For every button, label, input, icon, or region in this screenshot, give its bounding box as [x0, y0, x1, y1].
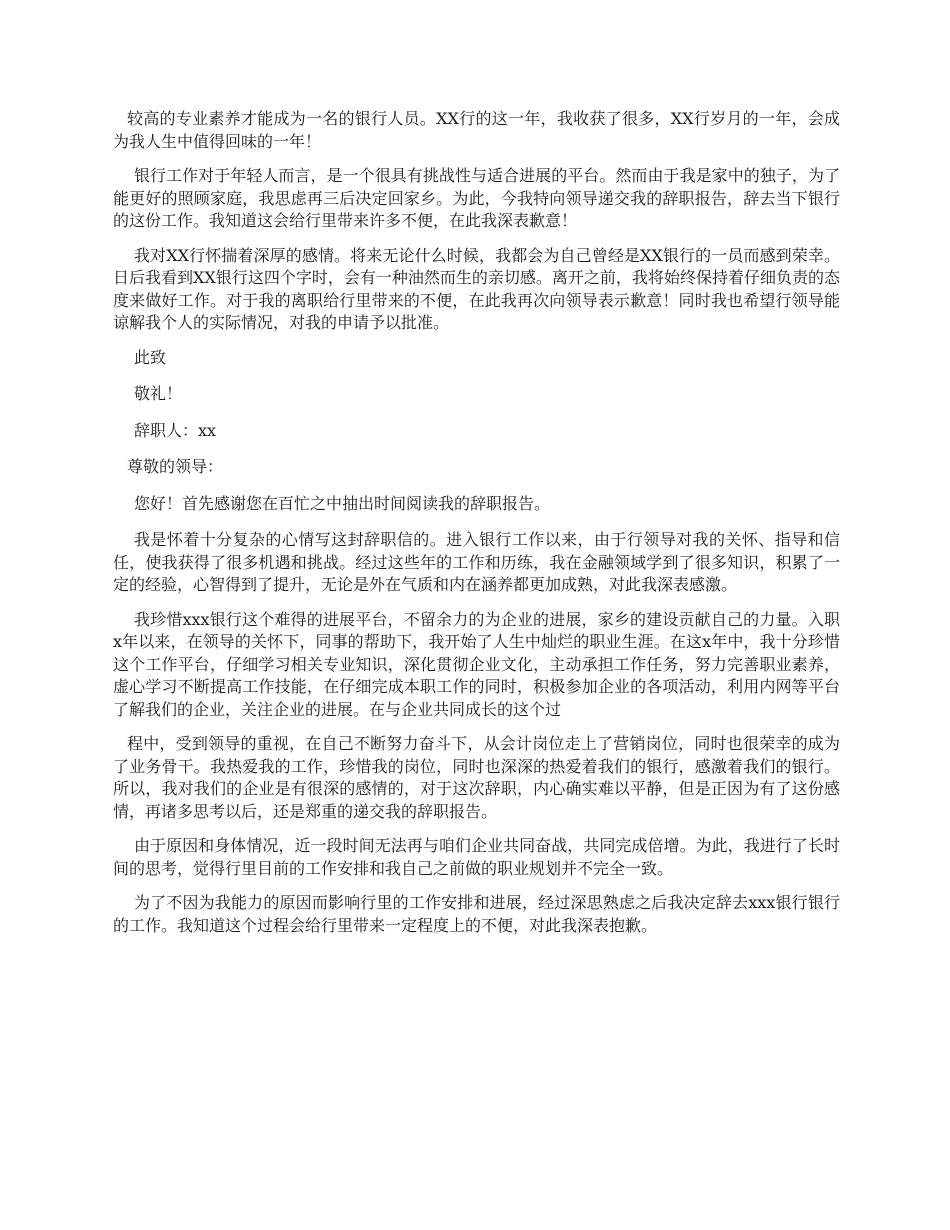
- paragraph-5: 我珍惜xxx银行这个难得的进展平台，不留余力的为企业的进展，家乡的建设贡献自己的力量。入职x年以来，在领导的关怀下，同事的帮助下，我开始了人生中灿烂的职业生涯。在这x年中，我十分珍惜这个工作平台，仔细学习相关专业知识，深化贯彻企业文化，主动承担工作任务，努力完善职业素养，虚心学习不断提高工作技能，在仔细完成本职工作的同时，积极参加企业的各项活动，利用内网等平台了解我们的企业，关注企业的进展。在与企业共同成长的这个过: [113, 609, 840, 719]
- paragraph-4: 我是怀着十分复杂的心情写这封辞职信的。进入银行工作以来，由于行领导对我的关怀、指导和信任，使我获得了很多机遇和挑战。经过这些年的工作和历练，我在金融领域学到了很多知识，积累了一定的经验，心智得到了提升，无论是外在气质和内在涵养都更加成熟，对此我深表感激。: [113, 530, 840, 594]
- signature-line: 辞职人：xx: [134, 420, 217, 440]
- opening-line: 您好！首先感谢您在百忙之中抽出时间阅读我的辞职报告。: [134, 493, 551, 513]
- paragraph-1: 较高的专业素养才能成为一名的银行人员。XX行的这一年，我收获了很多，XX行岁月的一年，会成为我人生中值得回味的一年！: [113, 109, 840, 151]
- greeting: 尊敬的领导：: [127, 457, 224, 476]
- closing-salutation: 此致: [134, 347, 167, 367]
- closing-regards: 敬礼！: [134, 384, 183, 403]
- paragraph-2: 银行工作对于年轻人而言，是一个很具有挑战性与适合进展的平台。然而由于我是家中的独子，为了能更好的照顾家庭，我思虑再三后决定回家乡。为此，今我特向领导递交我的辞职报告，辞去当下银行的这份工作。我知道这会给行里带来许多不便，在此我深表歉意！: [113, 166, 840, 230]
- paragraph-8: 为了不因为我能力的原因而影响行里的工作安排和进展，经过深思熟虑之后我决定辞去xxx银行银行的工作。我知道这个过程会给行里带来一定程度上的不便，对此我深表抱歉。: [113, 893, 840, 935]
- document-body: [113, 108, 840, 949]
- paragraph-3: 我对XX行怀揣着深厚的感情。将来无论什么时候，我都会为自己曾经是XX银行的一员而感到荣幸。日后我看到XX银行这四个字时，会有一种油然而生的亲切感。离开之前，我将始终保持着仔细负责的态度来做好工作。对于我的离职给行里带来的不便，在此我再次向领导表示歉意！同时我也希望行领导能谅解我个人的实际情况，对我的申请予以批准。: [113, 245, 840, 332]
- paragraph-7: 由于原因和身体情况，近一段时间无法再与咱们企业共同奋战，共同完成倍增。为此，我进行了长时间的思考，觉得行里目前的工作安排和我自己之前做的职业规划并不完全一致。: [113, 836, 840, 878]
- paragraph-6: 程中，受到领导的重视，在自己不断努力奋斗下，从会计岗位走上了营销岗位，同时也很荣幸的成为了业务骨干。我热爱我的工作，珍惜我的岗位，同时也深深的热爱着我们的银行，感激着我们的银行。所以，我对我们的企业是有很深的感情的，对于这次辞职，内心确实难以平静，但是正因为有了这份感情，再诸多思考以后，还是郑重的递交我的辞职报告。: [113, 734, 840, 821]
